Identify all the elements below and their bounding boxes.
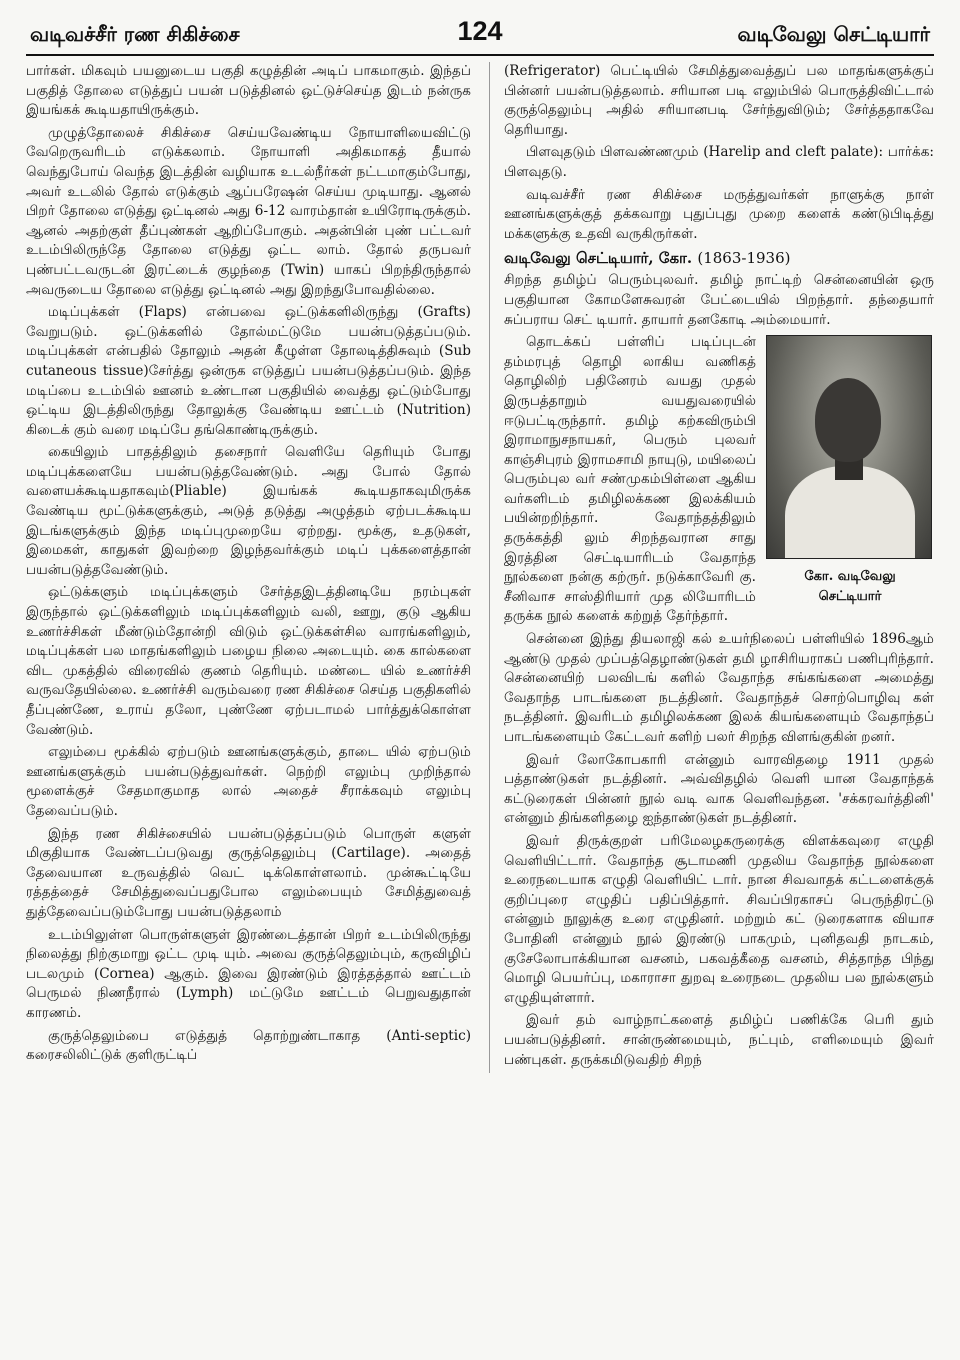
entry-years: (1863-1936) <box>697 249 791 268</box>
portrait-figure <box>766 335 934 607</box>
paragraph: இவர் திருக்குறள் பரிமேலழகருரைக்கு விளக்கவுரை எழுதி வெளியிட்டார். வேதாந்த சூடாமணி முதலிய வேதாந்த நூல்களை உரைநடையாக எழுதி வெளியிட் டார். நான சிவவாதக் கட்டளைக்குக் குறிப்புரை எழுதிப் பதிப்பித்தார். சிவப்பிரகாசப் பெருந்திரட்டு என்னும் நூலுக்கு உரை எழுதினர். மற்றும் கட் டுரைகளாக வியாச போதினி என்னும் நூல் இரண்டு பாகமும், புனிதவதி நாடகம், குசேலோபாக்கியான வசனம், பகவத்கீதை வசனம், சித்தாந்த பிந்து மொழி பெயர்ப்பு, மகாராசா துறவு உரைநடை முதலிய பல நூல்களும் எழுதியுள்ளார். <box>504 832 934 1006</box>
running-header <box>26 14 934 56</box>
paragraph: எலும்பை மூக்கில் ஏற்படும் ஊனங்களுக்கும், தாடை யில் ஏற்படும் ஊனங்களுக்கும் பயன்படுத்துவர்கள். நெற்றி எலும்பு முறிந்தால் மூளைக்குச் சேதமாகுமாத லால் அதைச் சீராக்கவும் எலும்பு தேவைப்படும். <box>26 744 471 819</box>
right-column <box>489 62 934 1073</box>
paragraph: முழுத்தோலைச் சிகிச்சை செய்யவேண்டிய நோயாளியைவிட்டு வேறெருவரிடம் எடுக்கலாம். நோயாளி அதிகமாகத் தீயால் வெந்துபோய் வெந்த இடத்தின் வழியாக உடல்நீர்கள் நட்டமாகும்போது, அவர் உடலில் தோல் எடுக்கும் ஆப்பரேஷன் செய்ய முடியாது. ஆனல் பிறர் தோலை எடுத்து ஒட்டினல் அது 6-12 வாரம்தான் உயிரோடிருக்கும். ஆனல் அதற்குள் தீப்புண்கள் ஆறிப்போகும். அதன்பின் புண் பட்டவர் உடம்பிலிருந்தே தோலை எடுத்து ஒட்ட லாம். தோல் தருபவர் புண்பட்டவருடன் இரட்டைக் குழந்தை (Twin) யாகப் பிறந்திருந்தால் அவருடைய தோலை எடுத்து ஒட்டினல் அது இறந்துபோவதில்லை. <box>26 124 471 298</box>
paragraph: தொடக்கப் பள்ளிப் படிப்புடன் தம்மரபுத் தொழி லாகிய வணிகத் தொழிலிற் பதினேரம் வயது முதல் இருபத்தாறும் வயதுவரையில் ஈடுபட்டிருந்தார். தமிழ் கற்கவிரும்பி இராமாநுசநாயகர், பெரும் புலவர் காஞ்சிபுரம் இராமசாமி நாயுடு, மயிலைப் பெரும்புல வர் சண்முகம்பிள்ளை ஆகிய வர்களிடம் தமிழிலக்கண இலக்கியம் பயின்றறிந்தார். வேதாந்தத்திலும் தருக்கத்தி லும் சிறந்தவரான சாது இரத்தின செட்டியாரிடம் வேதாந்த நூல்களை நன்கு கற்ருர். நடுக்காவேரி கு. சீனிவாச சாஸ்திரியார் முத லியோரிடம் தருக்க நூல் களைக் கற்றுத் தேர்ந்தார். <box>504 334 756 625</box>
caption-line: கோ. வடிவேலு <box>804 569 896 585</box>
two-column-body <box>26 62 934 1073</box>
header-left-title: வடிவச்சீர் ரண சிகிச்சை <box>30 22 240 46</box>
paragraph: கையிலும் பாதத்திலும் தசைநார் வெளியே தெரியும் போது மடிப்புக்களையே பயன்படுத்தவேண்டும். அது போல் தோல் வளையக்கூடியதாகவும்(Pliable) இயங்கக் கூடியதாகவுமிருக்க வேண்டிய மூட்டுக்களுக்கும், அடுத் தடுத்து அழுத்தம் ஏற்படக்கூடிய இடங்களுக்கும் இந்த மடிப்புமுறையே ஏற்றது. மூக்கு, உதடுகள், இமைகள், காதுகள் இவற்றை இழந்தவர்க்கும் மடிப் புக்களைத்தான் பயன்படுத்தவேண்டும். <box>26 444 471 578</box>
entry-title: வடிவேலு செட்டியார், கோ. <box>504 249 693 268</box>
paragraph: இவர் தம் வாழ்நாட்களைத் தமிழ்ப் பணிக்கே பெரி தும் பயன்படுத்தினர். சான்ருண்மையும், நட்பும், எளிமையும் இவர் பண்புகள். தருக்கமிடுவதிற் சிறந் <box>504 1012 934 1068</box>
cross-reference: பிளவுதடும் பிளவண்ணமும் (Harelip and cleft palate): பார்க்க: பிளவுதடு. <box>504 144 934 180</box>
paragraph: சென்னை இந்து தியலாஜி கல் உயர்நிலைப் பள்ளியில் 1896ஆம் ஆண்டு முதல் முப்பத்தெழாண்டுகள் தமி ழாசிரியராகப் பணிபுரிந்தார். சென்னையிற் பலவிடங் களில் வேதாந்த சங்கங்களை அமைத்து வேதாந்த பாடங்களை நடத்தினர். வேதாந்தச் சொற்பொழிவு கள் நடத்தினர். இவரிடம் தமிழிலக்கண இலக் கியங்களையும் வேதாந்தப் பாடங்களையும் கேட்டவர் களிற் பலர் சிறந்த விளங்குகின் றனர். <box>504 631 934 745</box>
paragraph: பார்கள். மிகவும் பயனுடைய பகுதி கழுத்தின் அடிப் பாகமாகும். இந்தப் பகுதித் தோலை எடுத்துப் பயன் படுத்தினல் ஒட்டுச்செய்த இடம் நன்ருக இயங்கக் கூடியதாயிருக்கும். <box>26 63 471 119</box>
photo-caption <box>766 567 934 607</box>
paragraph: இவர் லோகோபகாரி என்னும் வாரவிதழை 1911 முதல் பத்தாண்டுகள் நடத்தினர். அவ்விதழில் வெளி யான வேதாந்தக் கட்டுரைகள் பின்னர் நூல் வடி வாக வெளிவந்தன. 'சக்கரவர்த்தினி' என்னும் திங்களிதழை ஐந்தாண்டுகள் நடத்தினர். <box>504 751 934 827</box>
paragraph: வடிவச்சீர் ரண சிகிச்சை மருத்துவர்கள் நாளுக்கு நாள் ஊனங்களுக்குத் தக்கவாறு புதுப்புது முறை களைக் கண்டுபிடித்து மக்களுக்கு உதவி வருகிருர்கள். <box>504 186 934 242</box>
left-column <box>26 62 471 1073</box>
paragraph: குருத்தெலும்பை எடுத்துத் தொற்றுண்டாகாத (Anti-septic) கரைசலிலிட்டுக் குளிருட்டிப் <box>26 1027 471 1064</box>
paragraph: மடிப்புக்கள் (Flaps) என்பவை ஒட்டுக்களிலிருந்து (Grafts) வேறுபடும். ஒட்டுக்களில் தோல்மட்டுமே பயன்படுத்தப்படும். மடிப்புக்கள் என்பதில் தோலும் அதன் கீழுள்ள தோலடித்திசுவும் (Sub cutaneous tissue)சேர்த்து ஒன்ருக எடுத்துப் பயன்படுத்தப்படும். இந்த மடிப்பை உடம்பில் ஊனம் உண்டான பகுதியில் வைத்து ஒட்டும்போது ஒட்டிய இடத்திலிருந்து தோலுக்கு வேண்டிய ஊட்டம் (Nutrition) கிடைக் கும் வரை மடிப்பே தங்கொண்டிருக்கும். <box>26 304 471 438</box>
paragraph: சிறந்த தமிழ்ப் பெரும்புலவர். தமிழ் நாட்டிற் சென்னையின் ஒரு பகுதியான கோமளேசுவரன் பேட்டையில் பிறந்தார். தந்தையார் சுப்பராய செட் டியார். தாயார் தனகோடி அம்மையார். <box>504 272 934 328</box>
paragraph: உடம்பிலுள்ள பொருள்களுள் இரண்டைத்தான் பிறர் உடம்பிலிருந்து நிலைத்து நிற்குமாறு ஒட்ட முடி யும். அவை குருத்தெலும்பும், கருவிழிப் படலமும் (Cornea) ஆகும். இவை இரண்டும் இரத்தத்தால் ஊட்டம் பெருமல் நிணநீரால் (Lymph) மட்டுமே ஊட்டம் பெறுவதுதான் காரணம். <box>26 926 471 1021</box>
header-right-title: வடிவேலு செட்டியார் <box>737 22 930 46</box>
page-number: 124 <box>457 16 503 46</box>
portrait-photo <box>766 335 932 559</box>
entry-heading <box>504 247 934 269</box>
caption-line: செட்டியார் <box>818 589 882 605</box>
paragraph: ஒட்டுக்களும் மடிப்புக்களும் சேர்த்தஇடத்தினடியே நரம்புகள் இருந்தால் ஒட்டுக்களிலும் மடிப்புக்களிலும் வலி, ஊறு, குடு ஆகிய உணர்ச்சிகள் மீண்டும்தோன்றி விடும் ஒட்டுக்கள்சில வாரங்களிலும், மடிப்புக்கள் பல மாதங்களிலும் பழைய நிலை அடையும். கை கால்களை விட முகத்தில் விரைவில் குணம் தெரியும். மண்டை யில் உணர்ச்சி வருவதேயில்லை. உணர்ச்சி வரும்வரை ரண சிகிச்சை செய்த பகுதிகளில் தீப்புண்ணே, உராய் தலோ, புண்ணே ஏற்படாமல் பார்த்துக்கொள்ள வேண்டும். <box>26 584 471 738</box>
paragraph: இந்த ரண சிகிச்சையில் பயன்படுத்தப்படும் பொருள் களுள் மிகுதியாக வேண்டப்படுவது குருத்தெலும்பு (Cartilage). அதைத் தேவையான உருவத்தில் வெட் டிக்கொள்ளலாம். முன்கூட்டியே ரத்தத்தைச் சேமித்துவைப்பதுபோல எலும்பையும் சேமித்துவைத் துத்தேவைப்படும்போது பயன்படுத்தலாம் <box>26 825 471 920</box>
photo-face-shape <box>815 378 881 462</box>
paragraph: (Refrigerator) பெட்டியில் சேமித்துவைத்துப் பல மாதங்களுக்குப் பின்னர் பயன்படுத்தலாம். சரியான படி எலும்பில் பொருத்திவிட்டால் குருத்தெலும்பு அதில் சரியானபடி சேர்ந்துவிடும்; சேர்த்ததாகவே தெரியாது. <box>504 63 934 138</box>
